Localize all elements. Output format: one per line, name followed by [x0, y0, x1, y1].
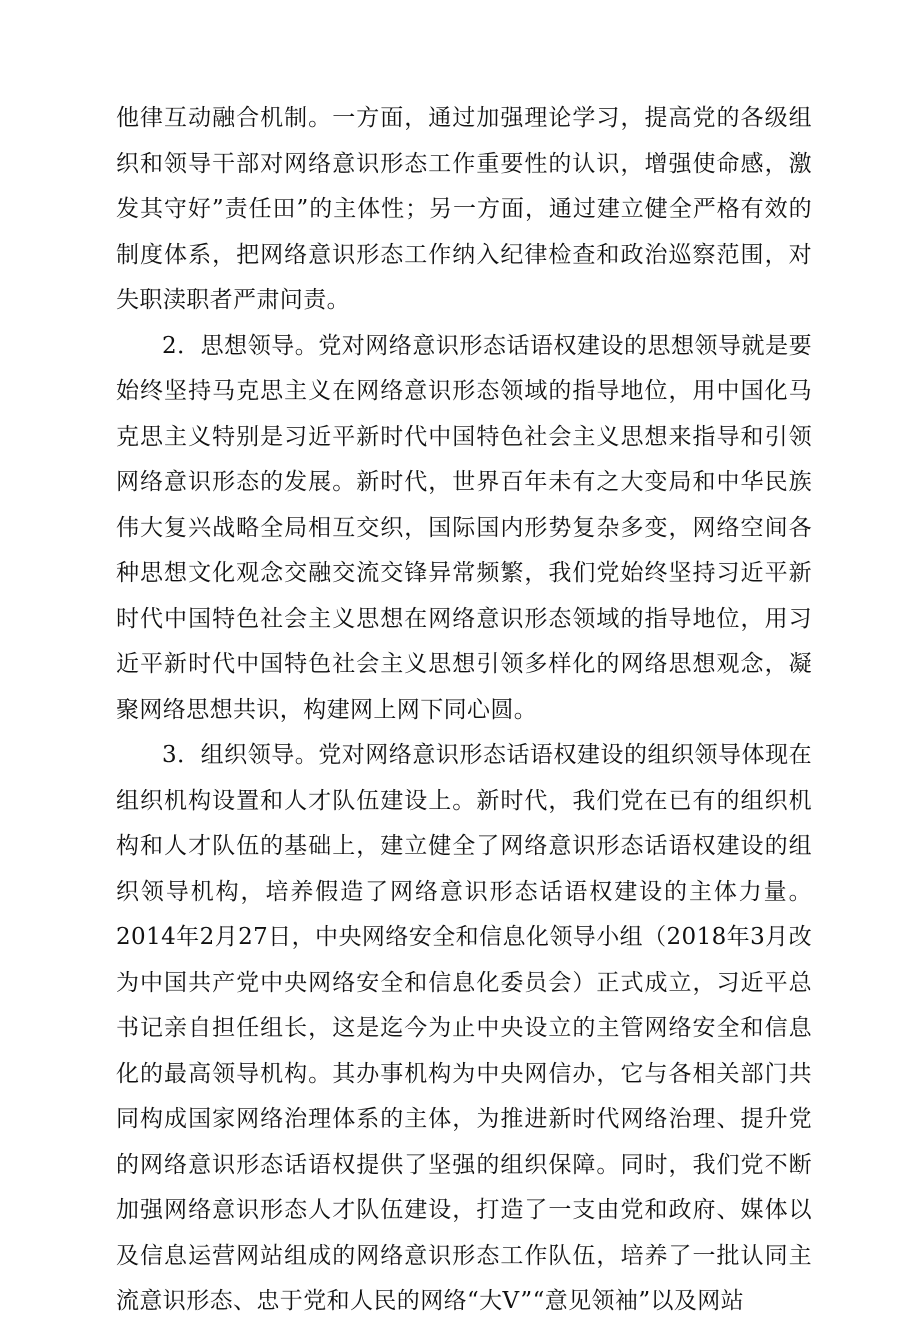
paragraph-ideological-leadership: 2．思想领导。党对网络意识形态话语权建设的思想领导就是要始终坚持马克思主义在网络意识形态领域的指导地位，用中国化马克思主义特别是习近平新时代中国特色社会主义思想来指导和引领网络意识形态的发展。新时代，世界百年未有之大变局和中华民族伟大复兴战略全局相互交织，国际国内形势复杂多变，网络空间各种思想文化观念交融交流交锋异常频繁，我们党始终坚持习近平新时代中国特色社会主义思想在网络意识形态领域的指导地位，用习近平新时代中国特色社会主义思想引领多样化的网络思想观念，凝聚网络思想共识，构建网上网下同心圆。 [116, 332, 812, 723]
paragraph-continuation: 他律互动融合机制。一方面，通过加强理论学习，提高党的各级组织和领导干部对网络意识形态工作重要性的认识，增强使命感，激发其守好”责任田”的主体性；另一方面，通过建立健全严格有效的制度体系，把网络意识形态工作纳入纪律检查和政治巡察范围，对失职渎职者严肃问责。 [116, 105, 812, 313]
document-body [116, 96, 812, 1325]
paragraph-organizational-leadership: 3．组织领导。党对网络意识形态话语权建设的组织领导体现在组织机构设置和人才队伍建设上。新时代，我们党在已有的组织机构和人才队伍的基础上，建立健全了网络意识形态话语权建设的组织领导机构，培养假造了网络意识形态话语权建设的主体力量。2014年2月27日，中央网络安全和信息化领导小组（2018年3月改为中国共产党中央网络安全和信息化委员会）正式成立，习近平总书记亲自担任组长，这是迄今为止中央设立的主管网络安全和信息化的最高领导机构。其办事机构为中央网信办，它与各相关部门共同构成国家网络治理体系的主体，为推进新时代网络治理、提升党的网络意识形态话语权提供了坚强的组织保障。同时，我们党不断加强网络意识形态人才队伍建设，打造了一支由党和政府、媒体以及信息运营网站组成的网络意识形态工作队伍，培养了一批认同主流意识形态、忠于党和人民的网络“大V”“意见领袖”以及网站 [116, 742, 812, 1314]
